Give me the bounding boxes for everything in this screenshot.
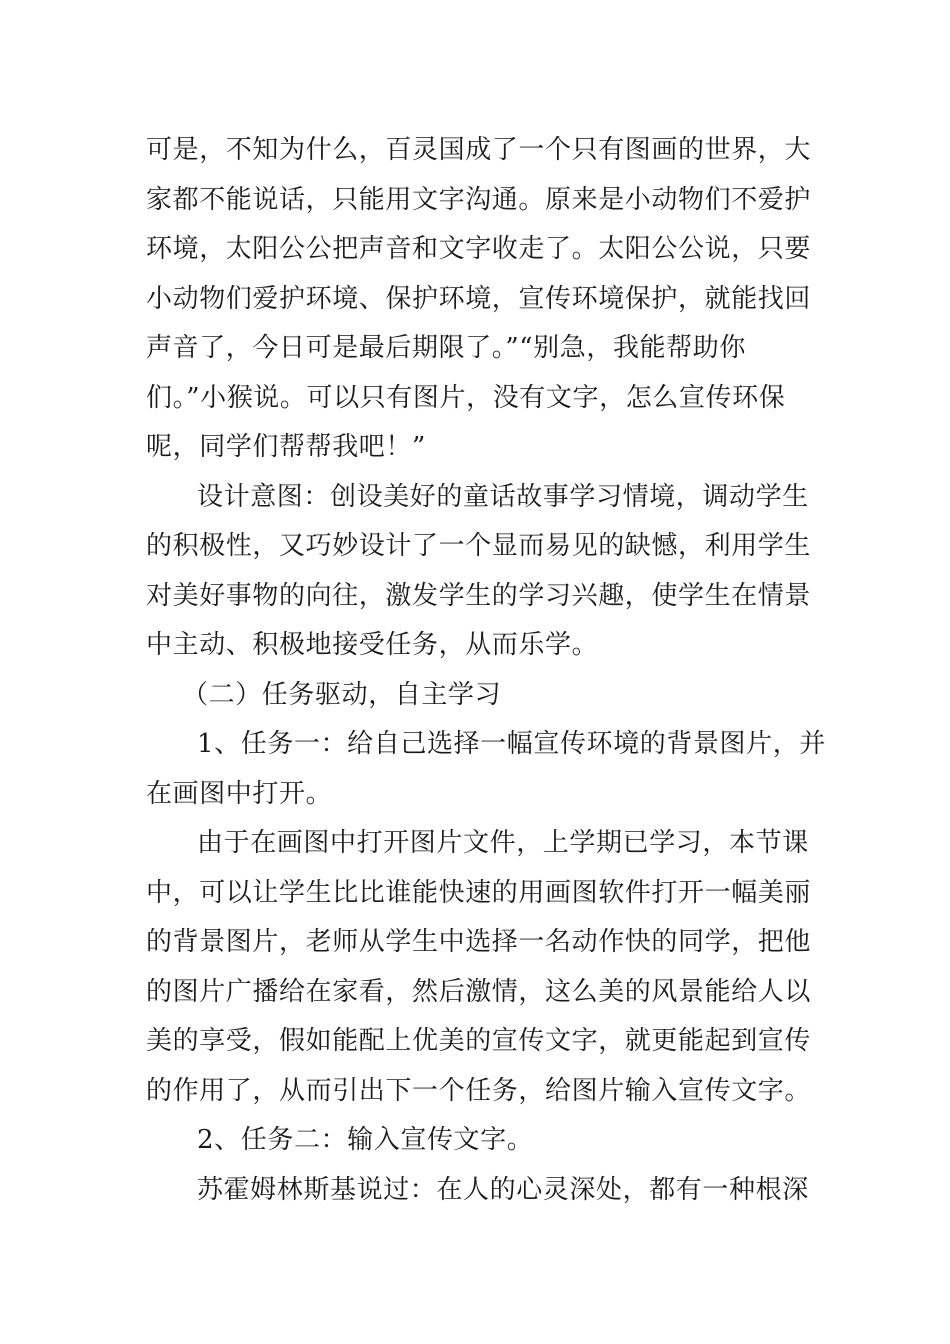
text-line: 家都不能说话，只能用文字沟通。原来是小动物们不爱护 <box>146 184 812 215</box>
section-heading: （二）任务驱动，自主学习 <box>182 679 502 710</box>
paragraph-first-line: 由于在画图中打开图片文件，上学期已学习，本节课 <box>197 828 809 858</box>
text-line: 的积极性，又巧妙设计了一个显而易见的缺憾，利用学生 <box>146 531 812 561</box>
text-line: 中，可以让学生比比谁能快速的用画图软件打开一幅美丽 <box>146 877 812 908</box>
text-line: 在画图中打开。 <box>146 778 333 809</box>
text-line: 的图片广播给在家看，然后激情，这么美的风景能给人以 <box>146 976 812 1007</box>
text-line: 呢，同学们帮帮我吧！” <box>146 432 426 462</box>
document-body <box>146 126 826 1215</box>
paragraph-first-line: 苏霍姆林斯基说过：在人的心灵深处，都有一种根深 <box>197 1174 809 1205</box>
task-heading: 2、任务二：输入宣传文字。 <box>197 1125 534 1155</box>
text-line: 环境，太阳公公把声音和文字收走了。太阳公公说，只要 <box>146 234 812 264</box>
task-heading: 1、任务一：给自己选择一幅宣传环境的背景图片，并 <box>197 729 826 759</box>
text-line: 的背景图片，老师从学生中选择一名动作快的同学，把他 <box>146 927 812 957</box>
text-line: 们。”小猴说。可以只有图片，没有文字，怎么宣传环保 <box>146 382 786 413</box>
text-line: 中主动、积极地接受任务，从而乐学。 <box>146 630 599 660</box>
text-line: 声音了，今日可是最后期限了。”“别急，我能帮助你 <box>146 333 746 363</box>
text-line: 对美好事物的向往，激发学生的学习兴趣，使学生在情景 <box>146 580 812 611</box>
text-line: 的作用了，从而引出下一个任务，给图片输入宣传文字。 <box>146 1075 812 1106</box>
text-line: 美的享受，假如能配上优美的宣传文字，就更能起到宣传 <box>146 1026 812 1056</box>
text-line: 小动物们爱护环境、保护环境，宣传环境保护，就能找回 <box>146 283 812 314</box>
paragraph-first-line: 设计意图：创设美好的童话故事学习情境，调动学生 <box>197 481 809 512</box>
text-line: 可是，不知为什么，百灵国成了一个只有图画的世界，大 <box>146 135 812 165</box>
